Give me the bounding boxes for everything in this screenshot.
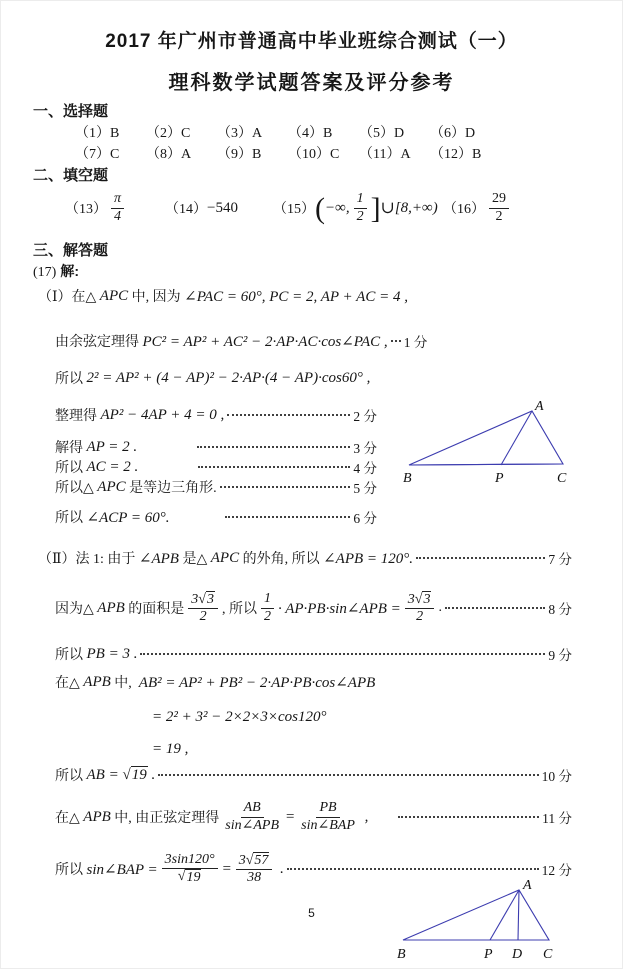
answer-q14: [165, 185, 238, 231]
union-icon: ∪: [380, 198, 395, 217]
dotted-leader: [158, 774, 538, 776]
vertex-label-C: C: [557, 471, 567, 486]
choice-answer: （2）C: [146, 126, 191, 141]
vertex-label-A: A: [535, 399, 544, 414]
point-label-D: D: [512, 947, 523, 962]
solution-line: 所以 2² = AP² + (4 − AP)² − 2·AP·(4 − AP)·cos60° ,: [55, 369, 371, 387]
dotted-leader: [220, 486, 351, 488]
choice-answer: （5）D: [359, 126, 405, 141]
score-badge: 11 分: [542, 811, 572, 826]
dotted-leader: [197, 446, 350, 448]
choice-answer: （11）A: [359, 147, 411, 162]
fraction: 3sin120° √ 19: [162, 852, 218, 886]
section-solutions-heading: 三、解答题: [33, 242, 109, 259]
q13-label: （13）: [65, 202, 107, 217]
score-badge: 6 分: [353, 511, 377, 526]
point-label-P: P: [484, 947, 493, 962]
solution-line: 所以 sin∠BAP = 3sin120° √ 19 = 3√ 57 38 . 12 分: [55, 851, 572, 885]
fraction: 3√ 3 2: [405, 591, 435, 625]
page-title: 2017 年广州市普通高中毕业班综合测试（一）: [105, 31, 518, 52]
choice-answer: （1）B: [75, 126, 120, 141]
choice-answers-row-1: [75, 122, 501, 142]
solution-line: = 19 ,: [152, 741, 189, 757]
dotted-leader: [416, 557, 545, 559]
choice-answers-row-2: [75, 143, 501, 163]
q15-right-bracket: ]: [370, 191, 381, 225]
page-number: 5: [308, 906, 315, 920]
dotted-leader: [140, 653, 545, 655]
solution-line: = 2² + 3² − 2×2×3×cos120°: [152, 709, 327, 725]
solution-line: 在△ APB 中, 由正弦定理得 $\frac{AB}{\text{sin∠APB}}$ = $\frac{PB}{\text{sin∠BAP}}$ , 11 分: [55, 800, 572, 833]
solution-line: 整理得 AP² − 4AP + 4 = 0 , 2 分: [55, 406, 377, 424]
choice-answer: （6）D: [430, 126, 476, 141]
q15-label: （15）: [273, 202, 315, 217]
dotted-leader: [198, 466, 350, 468]
solution-line: 所以 ∠ACP = 60°. 6 分: [55, 507, 377, 527]
score-badge: 4 分: [353, 461, 377, 476]
dotted-leader: [445, 607, 545, 609]
q15-pre: −∞,: [325, 199, 350, 216]
dotted-leader: [227, 414, 350, 416]
score-badge: 7 分: [548, 552, 572, 567]
score-badge: 1 分: [403, 335, 428, 350]
solution-line: 所以 PB = 3 . 9 分: [55, 645, 572, 663]
dotted-leader: [391, 340, 401, 342]
q16-fraction: $\frac{29}{2}$: [489, 191, 509, 224]
q16-label: （16）: [443, 202, 485, 217]
vertex-label-B: B: [403, 471, 412, 486]
solution-line: 由余弦定理得 PC² = AP² + AC² − 2·AP·AC·cos∠PAC , 1 分: [55, 331, 377, 351]
solution-line: 在△ APB 中, AB² = AP² + PB² − 2·AP·PB·cos∠APB: [55, 673, 376, 691]
vertex-label-C: C: [543, 947, 553, 962]
vertex-label-A: A: [523, 878, 532, 893]
page-subtitle: 理科数学试题答案及评分参考: [168, 72, 455, 94]
choice-answer: （12）B: [430, 147, 482, 162]
score-badge: 3 分: [353, 441, 377, 456]
triangle-diagram-2: [393, 876, 605, 969]
vertex-label-B: B: [397, 947, 406, 962]
choice-answer: （10）C: [288, 147, 340, 162]
score-badge: 5 分: [353, 481, 377, 496]
score-badge: 8 分: [548, 602, 572, 617]
fraction: $\frac{PB}{\text{sin∠BAP}}$: [301, 800, 355, 833]
dotted-leader: [398, 816, 539, 818]
triangle-outline: [409, 411, 563, 465]
triangle-diagram-1: [395, 398, 600, 488]
fraction: $\frac{AB}{\text{sin∠APB}}$: [225, 800, 280, 833]
score-badge: 9 分: [548, 648, 572, 663]
cevian-AP: [501, 411, 532, 465]
solution-line: 所以△ APC 是等边三角形. 5 分: [55, 478, 377, 496]
score-badge: 10 分: [541, 769, 572, 784]
fraction: $\frac{1}{2}$: [261, 591, 274, 624]
dotted-leader: [287, 868, 539, 870]
choice-answer: （8）A: [146, 147, 192, 162]
choice-answer: （4）B: [288, 126, 333, 141]
section-choice-heading: 一、选择题: [33, 103, 109, 120]
q14-value: −540: [207, 199, 238, 216]
section-fill-heading: 二、填空题: [33, 167, 109, 184]
choice-answer: （7）C: [75, 147, 120, 162]
answer-q13: [65, 185, 128, 231]
answer-q15: [273, 185, 438, 231]
solution-line: （Ⅰ）在△ APC 中, 因为 ∠PAC = 60°, PC = 2, AP + AC = 4 ,: [38, 287, 408, 305]
point-label-P: P: [495, 471, 504, 486]
q17-label: (17) 解:: [33, 263, 79, 280]
solution-line: 解得 AP = 2 . 3 分: [55, 438, 377, 456]
solution-line: （Ⅱ）法 1: 由于 ∠APB 是△ APC 的外角, 所以 ∠APB = 120°. 7 分: [38, 549, 572, 567]
solution-line: 所以 AB = √ 19 . 10 分: [55, 766, 572, 784]
choice-answer: （9）B: [217, 147, 262, 162]
score-badge: 2 分: [353, 409, 377, 424]
fraction: 3√ 57 38: [236, 852, 273, 886]
sqrt-icon: √: [122, 766, 131, 783]
q13-fraction: $\frac{\pi}{4}$: [111, 191, 124, 224]
q15-tail: [8,+∞): [394, 199, 438, 216]
solution-line: 因为△ APB 的面积是 3√ 3 2 , 所以 $\frac{1}{2}$ · AP·PB·sin∠APB = 3√ 3 2 . 8 分: [55, 591, 572, 624]
q14-label: （14）: [165, 202, 207, 217]
score-badge: 12 分: [541, 863, 572, 878]
q15-fraction: $\frac{1}{2}$: [354, 191, 367, 224]
dotted-leader: [225, 516, 351, 518]
fraction: 3√ 3 2: [188, 591, 218, 625]
choice-answer: （3）A: [217, 126, 263, 141]
q15-left-paren: (: [315, 191, 325, 225]
solution-line: 所以 AC = 2 . 4 分: [55, 458, 377, 476]
answer-q16: [443, 185, 513, 231]
